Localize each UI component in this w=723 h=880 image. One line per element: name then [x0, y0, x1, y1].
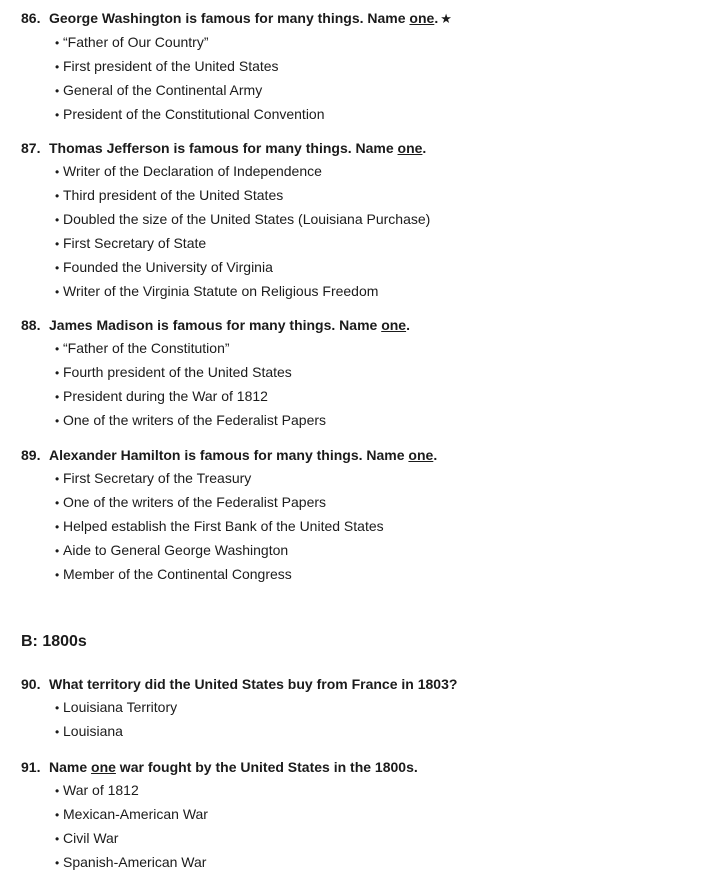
answer-item: • Writer of the Virginia Statute on Religious Freedom — [55, 282, 430, 306]
question-91 — [21, 758, 418, 877]
question-text: 89. Alexander Hamilton is famous for many things. Name one. — [21, 447, 438, 463]
question-text: 90. What territory did the United States buy from France in 1803? — [21, 676, 458, 692]
answer-list — [21, 781, 418, 877]
answer-item: • Civil War — [55, 829, 418, 853]
answer-item: • Third president of the United States — [55, 186, 430, 210]
underlined-word: one — [409, 10, 435, 26]
answer-item: • War of 1812 — [55, 781, 418, 805]
answer-item: • One of the writers of the Federalist Papers — [55, 411, 410, 435]
underlined-word: one — [91, 759, 116, 775]
answer-item: • Spanish-American War — [55, 853, 418, 877]
question-text: 88. James Madison is famous for many things. Name one. — [21, 317, 410, 333]
answer-list — [21, 469, 437, 589]
question-88 — [21, 316, 410, 435]
answer-item: • First Secretary of State — [55, 234, 430, 258]
answer-list — [21, 162, 430, 306]
answer-item: • Doubled the size of the United States (Louisiana Purchase) — [55, 210, 430, 234]
answer-list — [21, 698, 457, 746]
question-text: 86. George Washington is famous for many things. Name one. ★ — [21, 10, 452, 26]
question-90 — [21, 675, 457, 746]
question-86 — [21, 9, 452, 129]
section-heading: B: 1800s — [21, 633, 87, 650]
question-text: 91. Name one war fought by the United States in the 1800s. — [21, 759, 418, 775]
answer-item: • One of the writers of the Federalist Papers — [55, 493, 437, 517]
answer-item: • First president of the United States — [55, 57, 452, 81]
answer-item: • Member of the Continental Congress — [55, 565, 437, 589]
question-number: 90. — [21, 676, 41, 692]
question-87 — [21, 139, 430, 306]
answer-item: • Louisiana — [55, 722, 457, 746]
question-number: 87. — [21, 140, 41, 156]
underlined-word: one — [408, 447, 434, 463]
answer-item: • First Secretary of the Treasury — [55, 469, 437, 493]
answer-item: • Louisiana Territory — [55, 698, 457, 722]
question-text: 87. Thomas Jefferson is famous for many things. Name one. — [21, 140, 427, 156]
answer-item: • Helped establish the First Bank of the United States — [55, 517, 437, 541]
underlined-word: one — [397, 140, 423, 156]
question-number: 88. — [21, 317, 41, 333]
answer-item: • Founded the University of Virginia — [55, 258, 430, 282]
question-number: 86. — [21, 10, 41, 26]
answer-list — [21, 339, 410, 435]
question-number: 89. — [21, 447, 41, 463]
star-icon: ★ — [440, 11, 452, 26]
underlined-word: one — [381, 317, 407, 333]
answer-item: • Aide to General George Washington — [55, 541, 437, 565]
answer-item: • “Father of Our Country” — [55, 33, 452, 57]
answer-item: • Fourth president of the United States — [55, 363, 410, 387]
answer-item: • President during the War of 1812 — [55, 387, 410, 411]
answer-item: • Writer of the Declaration of Independence — [55, 162, 430, 186]
answer-item: • General of the Continental Army — [55, 81, 452, 105]
answer-item: • President of the Constitutional Convention — [55, 105, 452, 129]
answer-item: • Mexican-American War — [55, 805, 418, 829]
answer-list — [21, 33, 452, 129]
question-number: 91. — [21, 759, 41, 775]
question-89 — [21, 446, 437, 589]
answer-item: • “Father of the Constitution” — [55, 339, 410, 363]
